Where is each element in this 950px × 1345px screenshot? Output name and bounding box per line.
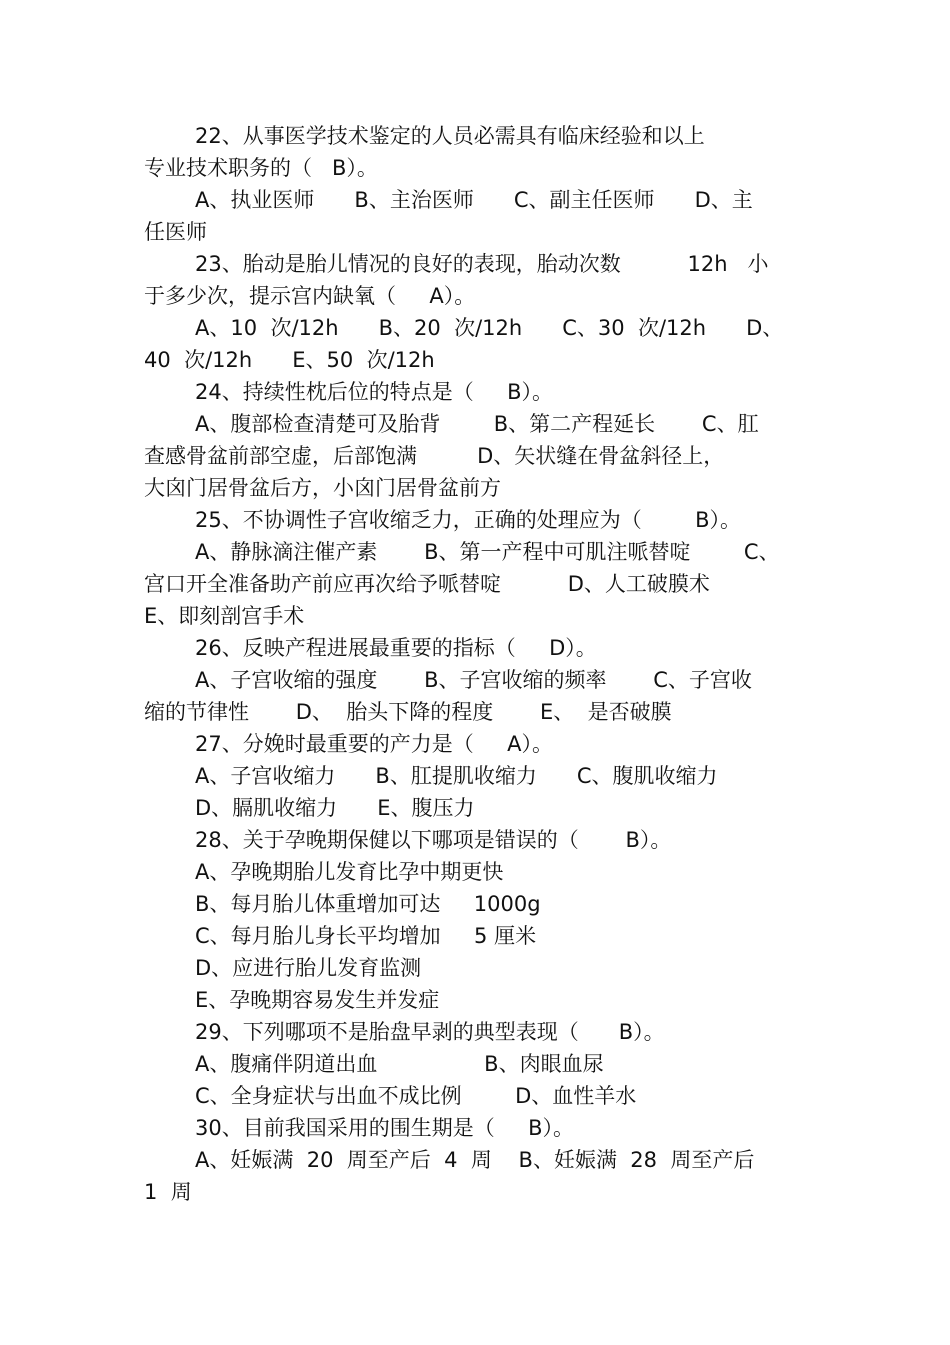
question-24-options-line-1: A、腹部检查清楚可及胎背 B、第二产程延长 C、肛 [195,412,759,436]
question-30-line-1: 30、目前我国采用的围生期是（ B）。 [195,1116,575,1140]
question-24-options-line-2: 查感骨盆前部空虚，后部饱满 D、矢状缝在骨盆斜径上， [144,444,725,468]
question-25-options-line-1: A、静脉滴注催产素 B、第一产程中可肌注哌替啶 C、 [195,540,780,564]
question-24-line-1: 24、持续性枕后位的特点是（ B）。 [195,380,554,404]
question-27-options-line-1: A、子宫收缩力 B、肛提肌收缩力 C、腹肌收缩力 [195,764,718,788]
question-25-options-line-2: 宫口开全准备助产前应再次给予哌替啶 D、人工破膜术 [144,572,710,596]
question-22-line-1: 22、从事医学技术鉴定的人员必需具有临床经验和以上 [195,124,705,148]
question-28-option-c: C、每月胎儿身长平均增加 5 厘米 [195,924,537,948]
question-25-options-line-3: E、即刻剖宫手术 [144,604,305,628]
question-28-option-a: A、孕晚期胎儿发育比孕中期更快 [195,860,504,884]
question-27-line-1: 27、分娩时最重要的产力是（ A）。 [195,732,553,756]
question-28-option-d: D、应进行胎儿发育监测 [195,956,422,980]
question-25-line-1: 25、不协调性子宫收缩乏力，正确的处理应为（ B）。 [195,508,742,532]
question-29-line-1: 29、下列哪项不是胎盘早剥的典型表现（ B）。 [195,1020,665,1044]
question-28-line-1: 28、关于孕晚期保健以下哪项是错误的（ B）。 [195,828,672,852]
question-26-options-line-2: 缩的节律性 D、 胎头下降的程度 E、 是否破膜 [144,700,672,724]
question-23-options-line-2: 40 次/12h E、50 次/12h [144,348,435,372]
question-22-options-line-2: 任医师 [144,220,207,244]
question-24-options-line-3: 大囟门居骨盆后方，小囟门居骨盆前方 [144,476,501,500]
question-26-line-1: 26、反映产程进展最重要的指标（ D）。 [195,636,597,660]
question-29-options-line-1: A、腹痛伴阴道出血 B、肉眼血尿 [195,1052,604,1076]
question-23-options-line-1: A、10 次/12h B、20 次/12h C、30 次/12h D、 [195,316,784,340]
question-text-block [144,120,814,1208]
question-30-options-line-1: A、妊娠满 20 周至产后 4 周 B、妊娠满 28 周至产后 [195,1148,755,1172]
question-22-options-line-1: A、执业医师 B、主治医师 C、副主任医师 D、主 [195,188,753,212]
question-23-line-2: 于多少次，提示宫内缺氧（ A）。 [144,284,476,308]
question-28-option-e: E、孕晚期容易发生并发症 [195,988,440,1012]
question-23-line-1: 23、胎动是胎儿情况的良好的表现，胎动次数 12h 小 [195,252,769,276]
question-28-option-b: B、每月胎儿体重增加可达 1000g [195,892,541,916]
question-26-options-line-1: A、子宫收缩的强度 B、子宫收缩的频率 C、子宫收 [195,668,752,692]
question-30-options-line-2: 1 周 [144,1180,192,1204]
question-29-options-line-2: C、全身症状与出血不成比例 D、血性羊水 [195,1084,637,1108]
question-22-line-2: 专业技术职务的（ B）。 [144,156,378,180]
question-27-options-line-2: D、膈肌收缩力 E、腹压力 [195,796,475,820]
